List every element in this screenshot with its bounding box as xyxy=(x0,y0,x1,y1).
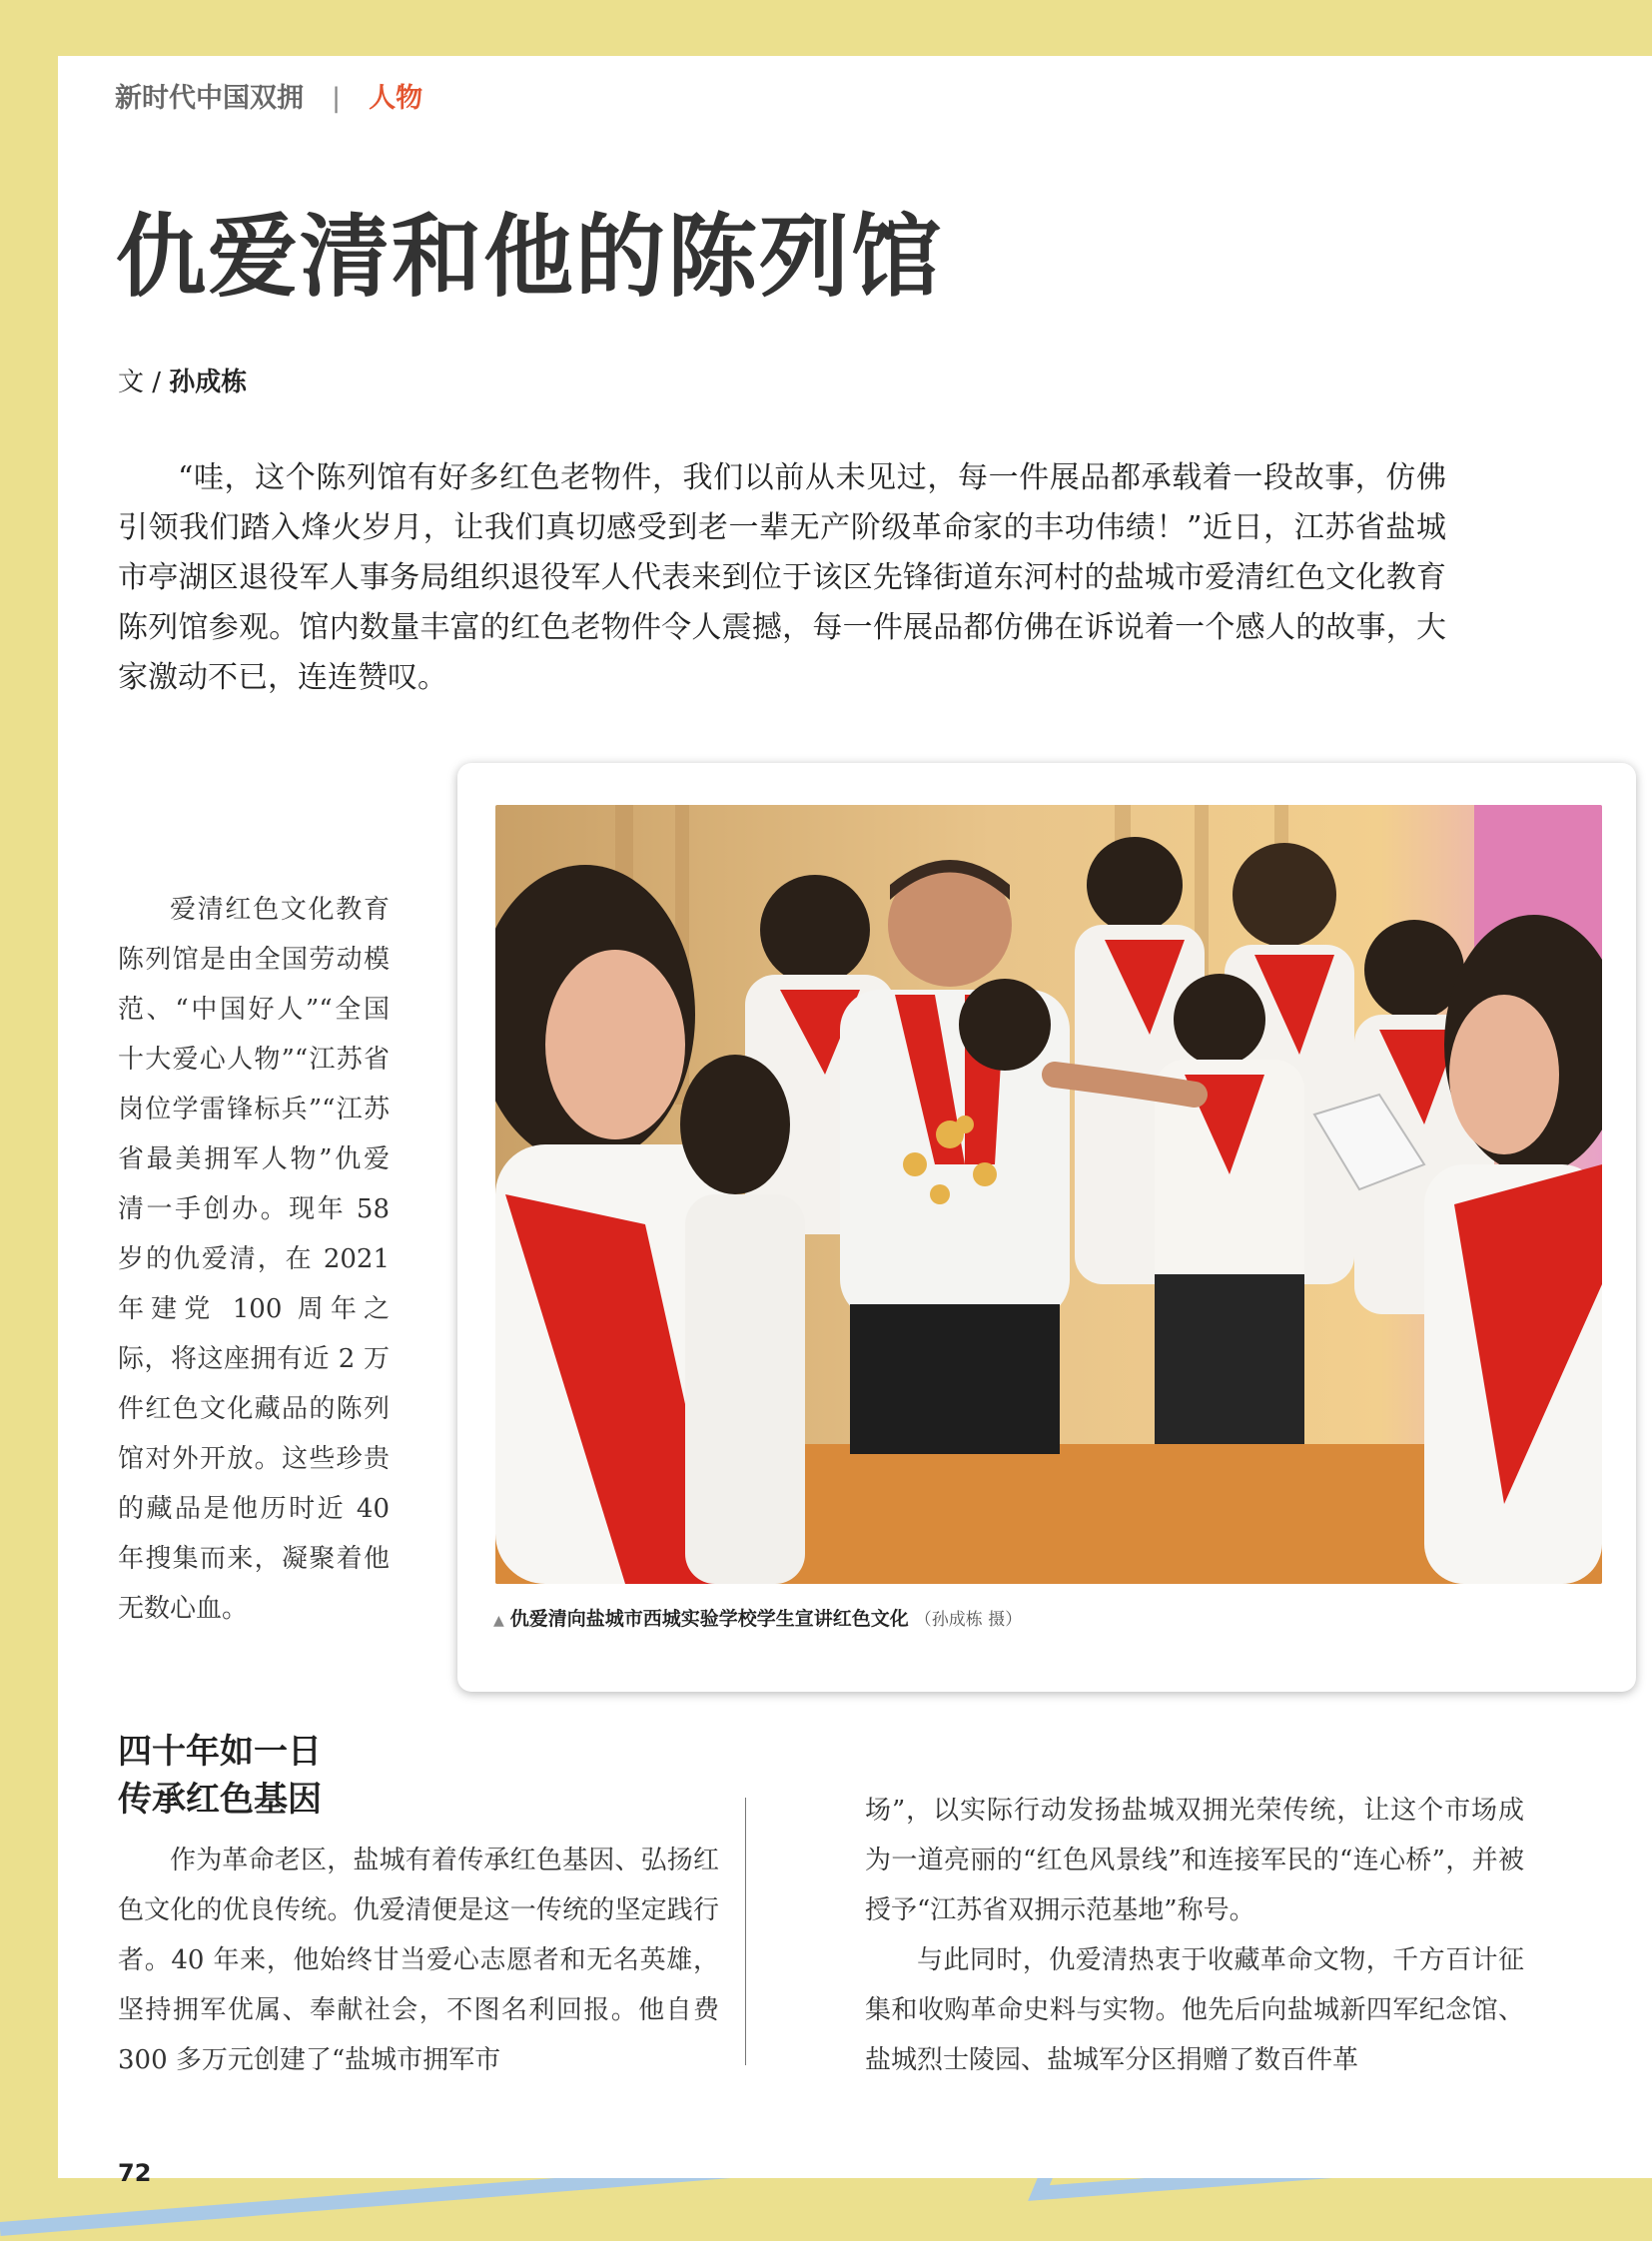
caption-triangle-icon: ▲ xyxy=(493,1613,504,1629)
category-label: 人物 xyxy=(369,83,423,114)
author-name: 孙成栋 xyxy=(169,368,248,397)
photo-caption xyxy=(493,1604,1022,1631)
header-separator: | xyxy=(332,83,342,114)
section-subheading xyxy=(118,1728,322,1824)
section-name: 新时代中国双拥 xyxy=(115,83,304,114)
body-column-1: 作为革命老区，盐城有着传承红色基因、弘扬红色文化的优良传统。仇爱清便是这一传统的坚定践行者。40 年来，他始终甘当爱心志愿者和无名英雄，坚持拥军优属、奉献社会，不图名利回报。他自费 300 多万元创建了“盐城市拥军市 xyxy=(118,1846,719,2075)
article-title: 仇爱清和他的陈列馆 xyxy=(116,204,943,310)
caption-text: 仇爱清向盐城市西城实验学校学生宣讲红色文化 xyxy=(509,1608,909,1630)
photo-illustration xyxy=(495,805,1602,1584)
byline xyxy=(118,362,247,398)
photo-credit: （孙成栋 摄） xyxy=(914,1610,1023,1630)
body-paragraph: 与此同时，仇爱清热衷于收藏革命文物，千方百计征集和收购革命史料与实物。他先后向盐城新四军纪念馆、盐城烈士陵园、盐城军分区捐赠了数百件革 xyxy=(865,1945,1524,2075)
sidebar-paragraph: 爱清红色文化教育陈列馆是由全国劳动模范、“中国好人”“全国十大爱心人物”“江苏省岗位学雷锋标兵”“江苏省最美拥军人物”仇爱清一手创办。现年 58 岁的仇爱清，在 2021 年建党 100 周年之际，将这座拥有近 2 万件红色文化藏品的陈列馆对外开放。这些珍贵的藏品是他历时近 40 年搜集而来，凝聚着他无数心血。 xyxy=(118,895,390,1624)
body-column-2 xyxy=(865,1786,1524,2085)
photo-card xyxy=(457,763,1636,1692)
subheading-line-2: 传承红色基因 xyxy=(118,1780,322,1820)
body-paragraph-continued: 场”，以实际行动发扬盐城双拥光荣传统，让这个市场成为一道亮丽的“红色风景线”和连接军民的“连心桥”，并被授予“江苏省双拥示范基地”称号。 xyxy=(865,1796,1524,1925)
photo xyxy=(495,805,1602,1584)
byline-prefix: 文 / xyxy=(118,368,162,397)
lead-paragraph: “哇，这个陈列馆有好多红色老物件，我们以前从未见过，每一件展品都承载着一段故事，仿佛引领我们踏入烽火岁月，让我们真切感受到老一辈无产阶级革命家的丰功伟绩！”近日，江苏省盐城市亭湖区退役军人事务局组织退役军人代表来到位于该区先锋街道东河村的盐城市爱清红色文化教育陈列馆参观。馆内数量丰富的红色老物件令人震撼，每一件展品都仿佛在诉说着一个感人的故事，大家激动不已，连连赞叹。 xyxy=(118,460,1446,695)
column-divider xyxy=(745,1798,746,2065)
page-number: 72 xyxy=(118,2159,152,2187)
running-header xyxy=(115,76,422,115)
subheading-line-1: 四十年如一日 xyxy=(118,1732,322,1772)
